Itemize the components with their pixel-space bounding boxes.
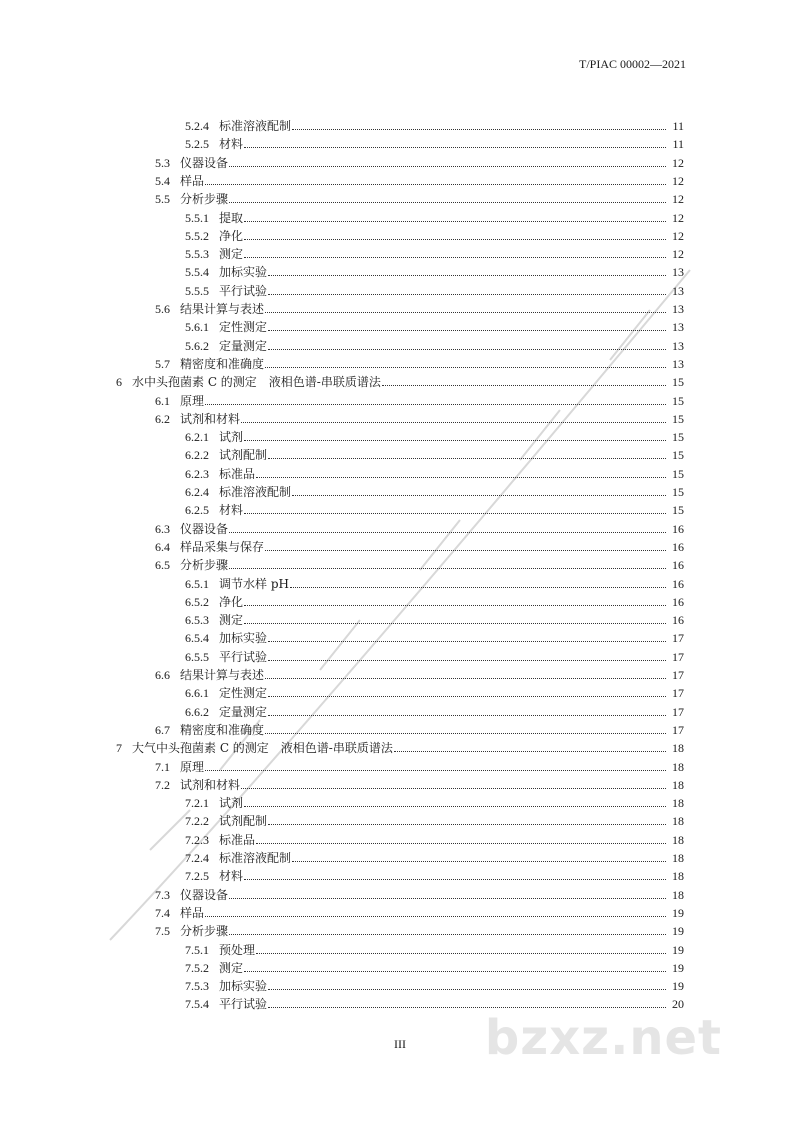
toc-entry[interactable] (0, 886, 684, 902)
toc-entry-page: 19 (672, 905, 684, 920)
toc-entry-number: 7 (116, 741, 122, 756)
toc-entry-title: 净化 (219, 228, 244, 243)
toc-entry-number: 7.5.3 (185, 979, 209, 994)
toc-entry[interactable] (0, 776, 684, 792)
toc-entry[interactable] (0, 575, 684, 591)
toc-entry[interactable] (0, 245, 684, 261)
toc-entry[interactable] (0, 190, 684, 206)
toc-entry-number: 5.5 (155, 192, 170, 207)
toc-leader-dots (229, 531, 666, 533)
toc-leader-dots (229, 933, 666, 935)
toc-entry-page: 18 (672, 869, 684, 884)
toc-entry-title: 分析步骤 (180, 192, 229, 207)
toc-entry[interactable] (0, 739, 684, 755)
toc-entry-title: 测定 (219, 960, 244, 975)
toc-leader-dots (265, 311, 666, 313)
toc-entry-page: 16 (672, 613, 684, 628)
toc-leader-dots (244, 220, 666, 222)
toc-entry-number: 7.4 (155, 905, 170, 920)
toc-entry[interactable] (0, 392, 684, 408)
toc-entry-page: 18 (672, 741, 684, 756)
toc-entry-number: 5.2.5 (185, 137, 209, 152)
toc-entry-page: 12 (672, 228, 684, 243)
toc-entry[interactable] (0, 611, 684, 627)
toc-entry-title: 仪器设备 (180, 887, 229, 902)
toc-leader-dots (265, 366, 666, 368)
toc-leader-dots (244, 256, 666, 258)
toc-leader-dots (268, 640, 666, 642)
toc-entry-page: 15 (672, 411, 684, 426)
toc-entry-page: 13 (672, 265, 684, 280)
toc-leader-dots (268, 988, 666, 990)
toc-entry[interactable] (0, 446, 684, 462)
toc-entry-title: 仪器设备 (180, 521, 229, 536)
toc-leader-dots (244, 970, 666, 972)
toc-entry-page: 16 (672, 576, 684, 591)
toc-leader-dots (268, 1006, 666, 1008)
toc-entry[interactable] (0, 812, 684, 828)
toc-entry-number: 5.5.4 (185, 265, 209, 280)
toc-entry[interactable] (0, 483, 684, 499)
toc-entry-title: 测定 (219, 247, 244, 262)
toc-entry-number: 6.5.3 (185, 613, 209, 628)
toc-entry-title: 结果计算与表述 (180, 302, 265, 316)
toc-entry-page: 15 (672, 430, 684, 445)
toc-entry-number: 7.2 (155, 777, 170, 792)
toc-entry-number: 7.3 (155, 887, 170, 902)
toc-entry-page: 16 (672, 558, 684, 573)
toc-entry-title: 试剂和材料 (180, 411, 241, 426)
toc-entry-number: 6.7 (155, 722, 170, 737)
toc-entry-title: 样品 (180, 905, 205, 920)
toc-entry-title: 试剂配制 (219, 814, 268, 829)
toc-entry-number: 6.2.2 (185, 448, 209, 463)
toc-leader-dots (268, 293, 666, 295)
toc-leader-dots (265, 732, 666, 734)
toc-entry[interactable] (0, 355, 684, 371)
toc-entry-number: 6.5.4 (185, 631, 209, 646)
toc-entry-title: 试剂配制 (219, 448, 268, 463)
toc-entry-title: 标准溶液配制 (219, 485, 292, 499)
toc-entry-page: 17 (672, 722, 684, 737)
toc-entry-number: 6.3 (155, 521, 170, 536)
toc-entry[interactable] (0, 867, 684, 883)
toc-entry-title: 加标实验 (219, 631, 268, 646)
toc-entry-page: 16 (672, 594, 684, 609)
toc-entry-number: 6.2.1 (185, 430, 209, 445)
toc-entry-number: 6.6 (155, 668, 170, 682)
toc-leader-dots (244, 512, 666, 514)
toc-entry-title: 标准品 (219, 832, 256, 847)
toc-entry-number: 6.6.2 (185, 704, 209, 719)
toc-leader-dots (256, 476, 666, 478)
toc-entry-page: 16 (672, 539, 684, 554)
toc-leader-dots (292, 860, 666, 862)
toc-entry-number: 5.5.5 (185, 283, 209, 298)
toc-entry-number: 6.5.2 (185, 594, 209, 609)
toc-entry-number: 6.2.3 (185, 466, 209, 481)
toc-entry-title: 定性测定 (219, 320, 268, 335)
toc-entry-page: 18 (672, 814, 684, 829)
toc-entry-page: 18 (672, 777, 684, 792)
toc-leader-dots (292, 128, 666, 130)
toc-leader-dots (290, 586, 666, 588)
toc-entry-title: 大气中头孢菌素 C 的测定 液相色谱-串联质谱法 (132, 741, 393, 756)
toc-leader-dots (394, 750, 666, 752)
toc-leader-dots (268, 329, 666, 331)
toc-entry-title: 分析步骤 (180, 924, 229, 939)
toc-entry[interactable] (0, 556, 684, 572)
toc-entry-page: 17 (672, 668, 684, 682)
toc-entry[interactable] (0, 172, 684, 188)
toc-entry-title: 水中头孢菌素 C 的测定 液相色谱-串联质谱法 (132, 375, 381, 390)
toc-entry-title: 试剂 (219, 430, 244, 445)
toc-entry-title: 仪器设备 (180, 155, 229, 170)
toc-entry-title: 预处理 (219, 942, 256, 957)
toc-entry-title: 平行试验 (219, 649, 268, 664)
toc-entry[interactable] (0, 135, 684, 151)
toc-entry-title: 样品采集与保存 (180, 539, 265, 554)
toc-entry-title: 精密度和准确度 (180, 356, 265, 371)
toc-entry[interactable] (0, 538, 684, 554)
toc-entry-title: 标准溶液配制 (219, 119, 292, 133)
toc-entry-title: 结果计算与表述 (180, 668, 265, 682)
toc-entry-page: 13 (672, 356, 684, 371)
toc-entry-title: 标准溶液配制 (219, 851, 292, 865)
toc-entry-title: 试剂 (219, 796, 244, 811)
toc-entry-number: 6.2.4 (185, 485, 209, 499)
toc-leader-dots (268, 659, 666, 661)
toc-entry-page: 15 (672, 485, 684, 499)
toc-entry-page: 16 (672, 521, 684, 536)
toc-entry-number: 7.2.5 (185, 869, 209, 884)
toc-leader-dots (229, 897, 666, 899)
toc-leader-dots (229, 165, 666, 167)
toc-leader-dots (244, 604, 666, 606)
toc-entry-title: 测定 (219, 613, 244, 628)
toc-entry-number: 7.2.3 (185, 832, 209, 847)
toc-entry-page: 19 (672, 924, 684, 939)
toc-entry[interactable] (0, 977, 684, 993)
toc-entry[interactable] (0, 282, 684, 298)
toc-entry-title: 材料 (219, 503, 244, 518)
toc-entry-page: 18 (672, 887, 684, 902)
toc-entry-title: 原理 (180, 393, 205, 408)
toc-leader-dots (244, 146, 666, 148)
toc-entry-title: 样品 (180, 173, 205, 188)
toc-leader-dots (382, 384, 666, 386)
toc-entry[interactable] (0, 684, 684, 700)
toc-entry-page: 18 (672, 759, 684, 774)
toc-leader-dots (268, 348, 666, 350)
toc-entry-title: 分析步骤 (180, 558, 229, 573)
toc-entry[interactable] (0, 227, 684, 243)
toc-entry-number: 6.5.1 (185, 576, 209, 591)
toc-entry[interactable] (0, 794, 684, 810)
toc-entry-page: 18 (672, 832, 684, 847)
toc-entry[interactable] (0, 337, 684, 353)
toc-entry-title: 提取 (219, 210, 244, 225)
toc-entry-page: 19 (672, 960, 684, 975)
toc-entry-page: 17 (672, 704, 684, 719)
toc-entry-number: 5.6.1 (185, 320, 209, 335)
toc-entry[interactable] (0, 941, 684, 957)
toc-leader-dots (241, 421, 666, 423)
toc-entry-number: 7.1 (155, 759, 170, 774)
toc-entry[interactable] (0, 154, 684, 170)
toc-entry-page: 13 (672, 320, 684, 335)
toc-entry-page: 17 (672, 649, 684, 664)
toc-entry-number: 5.6 (155, 302, 170, 316)
toc-entry-number: 5.5.3 (185, 247, 209, 262)
toc-leader-dots (268, 457, 666, 459)
toc-leader-dots (229, 201, 666, 203)
page-number: III (394, 1037, 406, 1051)
toc-entry-number: 5.5.2 (185, 228, 209, 243)
toc-entry-number: 6.5 (155, 558, 170, 573)
toc-entry[interactable] (0, 300, 684, 316)
toc-entry-number: 5.2.4 (185, 119, 209, 133)
toc-entry-page: 19 (672, 979, 684, 994)
toc-leader-dots (265, 677, 666, 679)
toc-entry-number: 7.2.1 (185, 796, 209, 811)
toc-entry[interactable] (0, 648, 684, 664)
toc-entry[interactable] (0, 849, 684, 865)
toc-entry-page: 12 (672, 210, 684, 225)
toc-entry-page: 13 (672, 283, 684, 298)
toc-leader-dots (244, 622, 666, 624)
toc-leader-dots (268, 695, 666, 697)
toc-entry-number: 6.4 (155, 539, 170, 554)
toc-entry-title: 加标实验 (219, 979, 268, 994)
toc-entry-page: 12 (672, 192, 684, 207)
toc-entry[interactable] (0, 520, 684, 536)
toc-entry-number: 7.5 (155, 924, 170, 939)
toc-entry[interactable] (0, 758, 684, 774)
toc-entry-number: 7.2.2 (185, 814, 209, 829)
toc-entry[interactable] (0, 995, 684, 1011)
toc-entry-number: 7.5.2 (185, 960, 209, 975)
toc-entry[interactable] (0, 373, 684, 389)
toc-entry-title: 平行试验 (219, 283, 268, 298)
toc-leader-dots (268, 823, 666, 825)
toc-entry-page: 17 (672, 631, 684, 646)
toc-entry-title: 定性测定 (219, 686, 268, 701)
toc-leader-dots (244, 439, 666, 441)
toc-entry-number: 6.5.5 (185, 649, 209, 664)
toc-entry-page: 20 (672, 997, 684, 1012)
toc-entry-page: 13 (672, 338, 684, 353)
toc-leader-dots (256, 952, 666, 954)
toc-entry[interactable] (0, 703, 684, 719)
toc-entry[interactable] (0, 629, 684, 645)
toc-leader-dots (268, 274, 666, 276)
toc-leader-dots (292, 494, 666, 496)
toc-entry[interactable] (0, 318, 684, 334)
toc-entry-page: 15 (672, 448, 684, 463)
toc-entry[interactable] (0, 593, 684, 609)
toc-leader-dots (244, 238, 666, 240)
toc-entry-title: 材料 (219, 869, 244, 884)
toc-entry-title: 试剂和材料 (180, 777, 241, 792)
toc-entry-title: 定量测定 (219, 704, 268, 719)
toc-entry-number: 6.1 (155, 393, 170, 408)
toc-entry-number: 5.4 (155, 173, 170, 188)
toc-entry-page: 15 (672, 375, 684, 390)
toc-entry-page: 15 (672, 393, 684, 408)
toc-entry-page: 15 (672, 503, 684, 518)
toc-entry-number: 5.6.2 (185, 338, 209, 353)
toc-entry-page: 13 (672, 302, 684, 316)
toc-entry-title: 材料 (219, 137, 244, 152)
toc-entry-number: 6.6.1 (185, 686, 209, 701)
toc-leader-dots (205, 183, 666, 185)
toc-entry[interactable] (0, 666, 684, 682)
toc-entry-number: 5.3 (155, 155, 170, 170)
toc-entry[interactable] (0, 501, 684, 517)
toc-entry[interactable] (0, 959, 684, 975)
toc-entry-number: 6.2 (155, 411, 170, 426)
toc-entry-page: 11 (672, 119, 684, 133)
document-code: T/PIAC 00002—2021 (578, 57, 686, 71)
toc-leader-dots (205, 915, 666, 917)
toc-entry-number: 6.2.5 (185, 503, 209, 518)
toc-entry[interactable] (0, 465, 684, 481)
toc-leader-dots (229, 567, 666, 569)
toc-leader-dots (244, 805, 666, 807)
toc-entry-number: 5.7 (155, 356, 170, 371)
toc-entry-page: 18 (672, 796, 684, 811)
toc-leader-dots (256, 842, 666, 844)
toc-entry[interactable] (0, 922, 684, 938)
toc-entry[interactable] (0, 410, 684, 426)
toc-entry-title: 加标实验 (219, 265, 268, 280)
toc-leader-dots (241, 787, 666, 789)
toc-entry[interactable] (0, 428, 684, 444)
toc-entry-page: 12 (672, 155, 684, 170)
toc-entry[interactable] (0, 263, 684, 279)
toc-leader-dots (205, 403, 666, 405)
toc-leader-dots (268, 714, 666, 716)
toc-entry-title: 定量测定 (219, 338, 268, 353)
toc-entry-title: 净化 (219, 594, 244, 609)
toc-entry-number: 7.2.4 (185, 851, 209, 865)
toc-entry-number: 5.5.1 (185, 210, 209, 225)
toc-leader-dots (265, 549, 666, 551)
toc-leader-dots (244, 878, 666, 880)
toc-entry-page: 11 (672, 137, 684, 152)
toc-entry-number: 6 (116, 375, 122, 390)
toc-entry-title: 精密度和准确度 (180, 722, 265, 737)
toc-entry-title: 平行试验 (219, 997, 268, 1012)
toc-entry[interactable] (0, 117, 684, 133)
toc-entry-number: 7.5.1 (185, 942, 209, 957)
toc-entry-page: 19 (672, 942, 684, 957)
toc-entry[interactable] (0, 721, 684, 737)
toc-entry-page: 18 (672, 851, 684, 865)
toc-entry[interactable] (0, 209, 684, 225)
toc-entry-title: 原理 (180, 759, 205, 774)
toc-entry[interactable] (0, 831, 684, 847)
toc-entry-number: 7.5.4 (185, 997, 209, 1012)
toc-entry-page: 15 (672, 466, 684, 481)
toc-entry-page: 12 (672, 247, 684, 262)
toc-entry-page: 12 (672, 173, 684, 188)
toc-entry[interactable] (0, 904, 684, 920)
toc-leader-dots (205, 769, 666, 771)
toc-entry-title: 标准品 (219, 466, 256, 481)
site-watermark: bzxz.net (484, 1010, 722, 1066)
toc-entry-title: 调节水样 pH (219, 576, 289, 591)
toc-entry-page: 17 (672, 686, 684, 701)
